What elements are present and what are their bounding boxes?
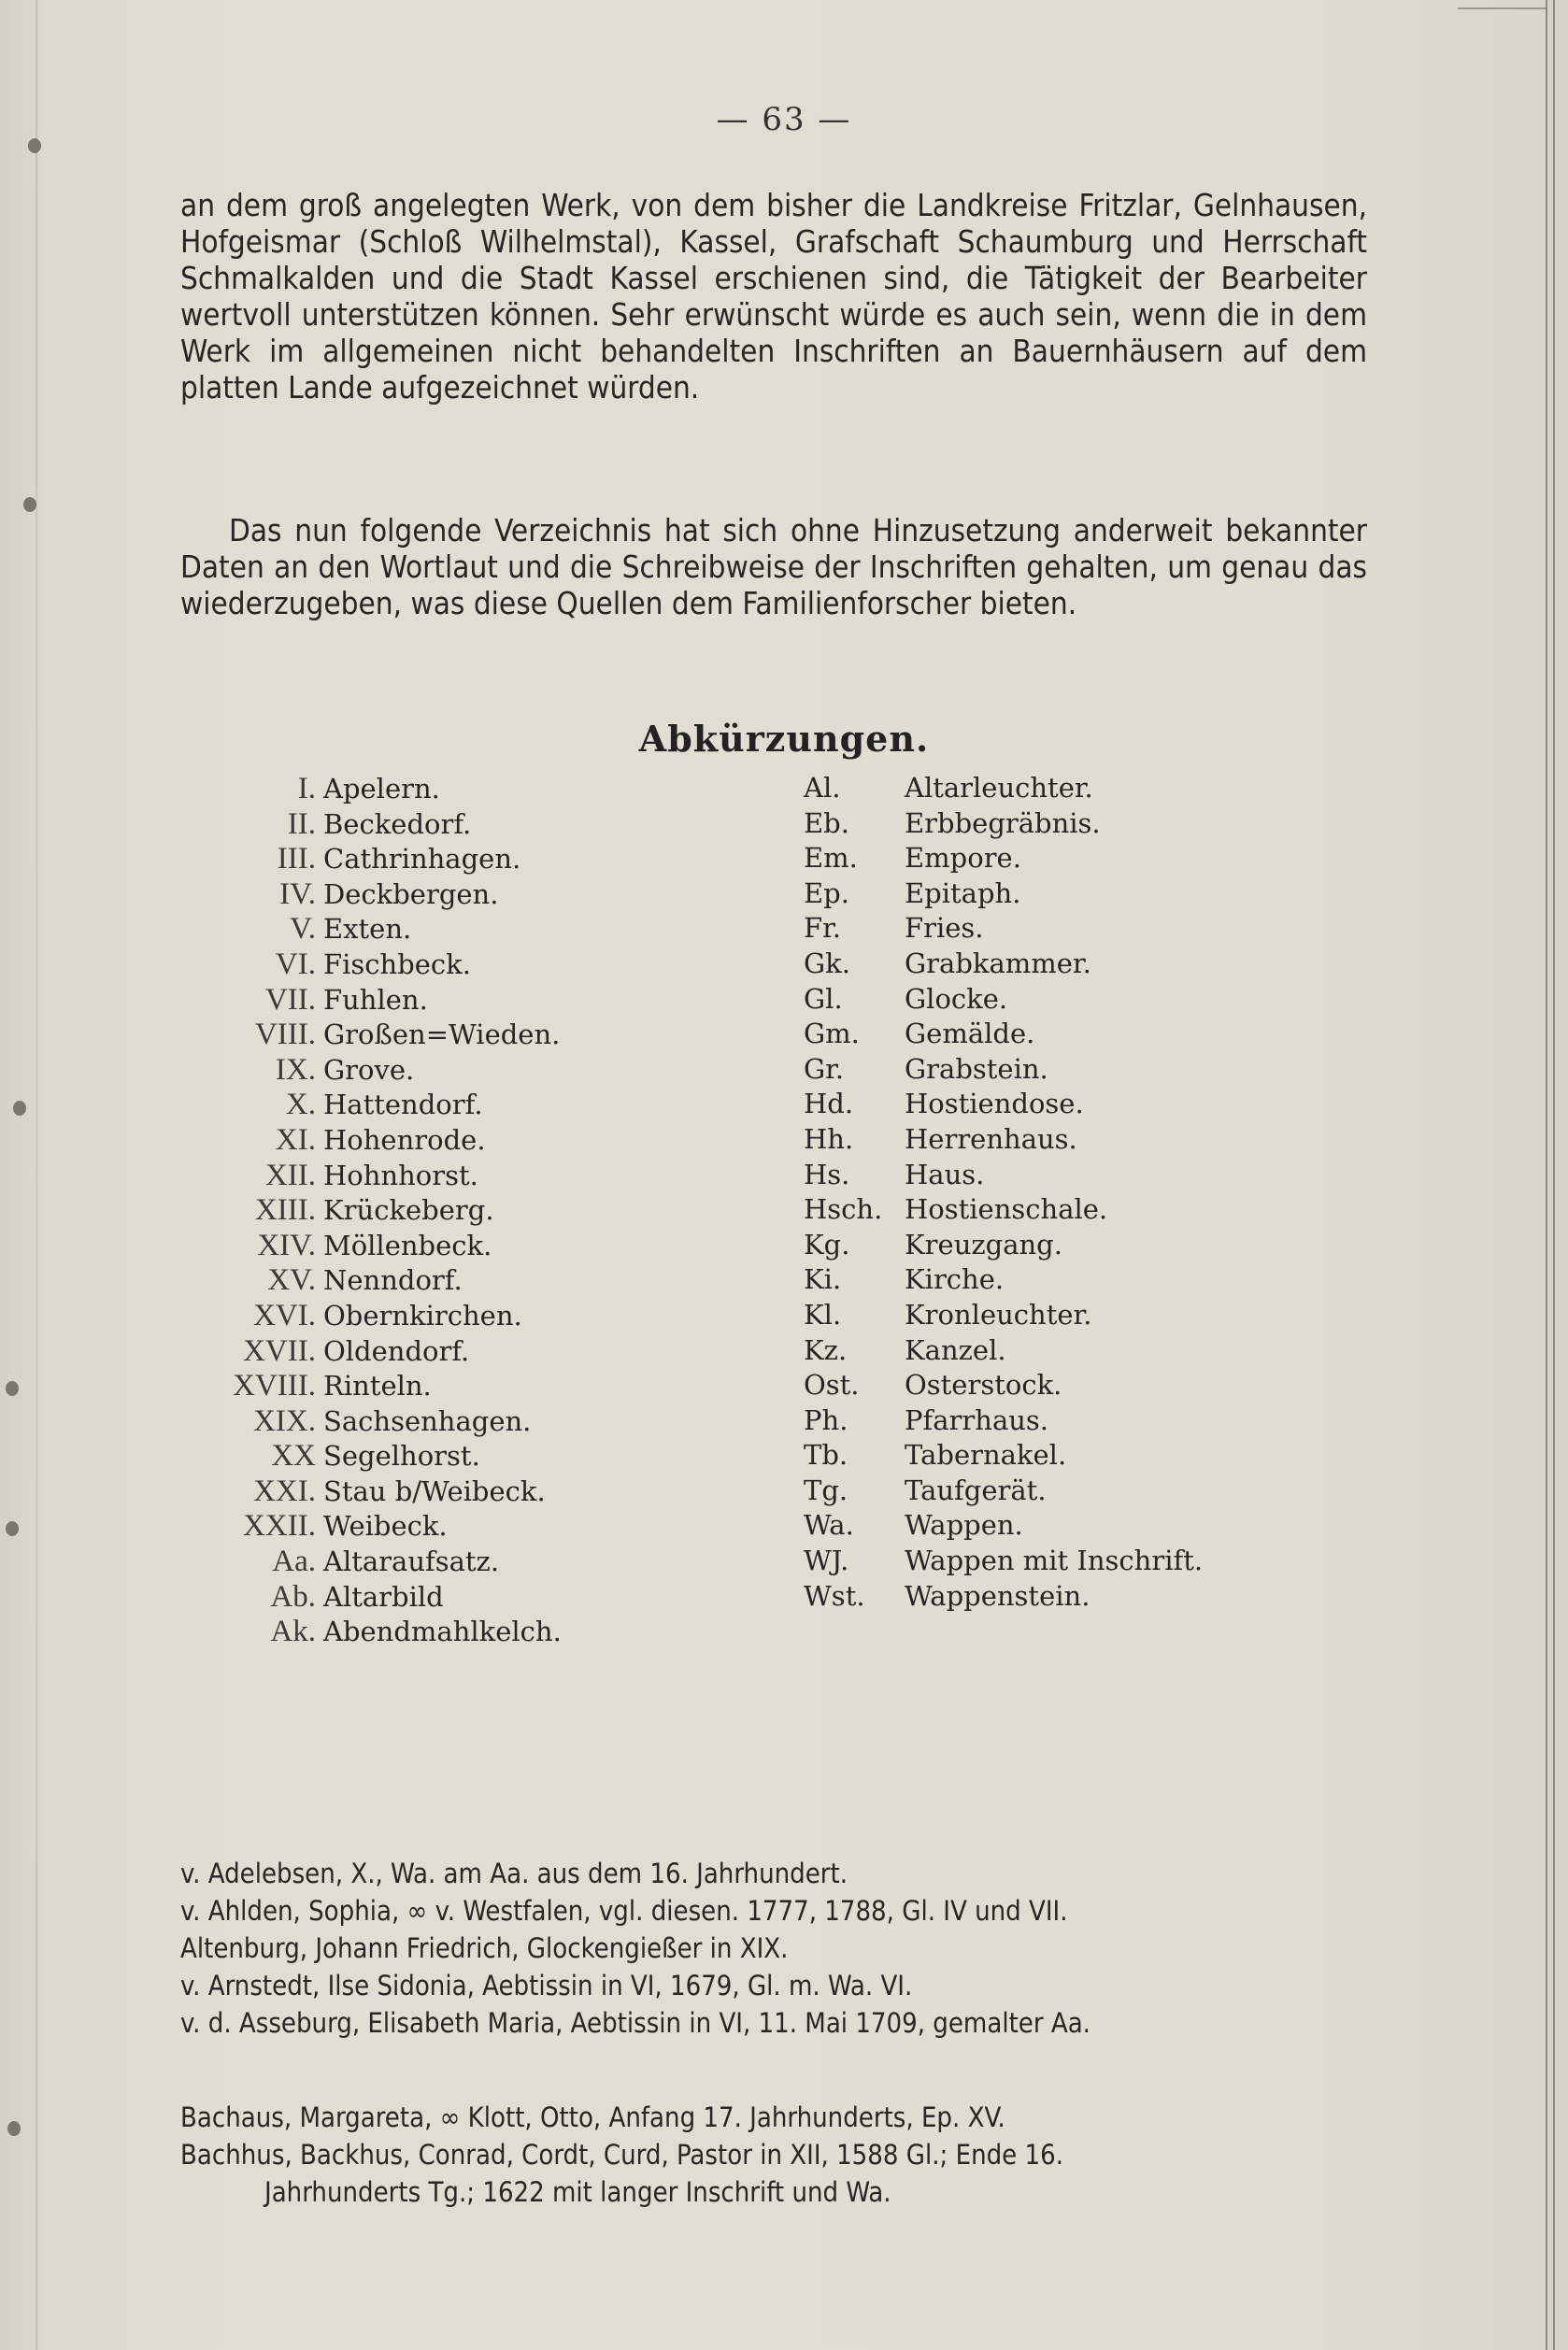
object-full: Fries. <box>905 912 984 945</box>
list-item <box>804 1369 1364 1404</box>
page-number: — 63 — <box>716 101 852 138</box>
list-item <box>178 1404 701 1440</box>
list-item <box>804 1193 1364 1229</box>
register-entries-a <box>180 1855 1376 2042</box>
object-full: Kanzel. <box>905 1333 1006 1366</box>
list-item <box>178 1615 701 1650</box>
list-item <box>178 983 701 1018</box>
binding-stitch <box>7 2121 21 2136</box>
object-full: Grabkammer. <box>905 947 1091 979</box>
list-item <box>178 1053 701 1089</box>
place-code: XXII. <box>243 1509 316 1544</box>
intro-paragraph-2 <box>180 512 1367 621</box>
list-item <box>804 1088 1364 1123</box>
object-abbr: Wst. <box>804 1579 865 1612</box>
object-full: Gemälde. <box>905 1018 1035 1050</box>
object-full: Kreuzgang. <box>905 1228 1062 1260</box>
place-name: Altaraufsatz. <box>323 1545 500 1578</box>
place-name: Cathrinhagen. <box>323 843 521 876</box>
list-item <box>178 1334 701 1370</box>
list-item <box>804 842 1364 877</box>
register-entry: Bachhus, Backhus, Conrad, Cordt, Curd, Pastor in XII, 1588 Gl.; Ende 16. <box>180 2139 1063 2171</box>
place-code: XII. <box>264 1158 316 1192</box>
object-abbr: Ep. <box>804 876 849 909</box>
object-full: Kronleuchter. <box>905 1298 1092 1331</box>
object-full: Hostienschale. <box>905 1193 1108 1226</box>
object-full: Wappen. <box>905 1509 1023 1542</box>
paragraph-text: Das nun folgende Verzeichnis hat sich ohne Hinzusetzung anderweit bekannter Daten an den Wortlaut und die Schreibweise der Inschriften gehalten, um genau das wiederzugeben, was diese Quellen dem Familienforscher bieten. <box>180 512 1367 621</box>
object-abbr: Hs. <box>804 1158 850 1190</box>
place-code: III. <box>277 842 316 876</box>
object-full: Grabstein. <box>905 1052 1048 1085</box>
object-full: Wappenstein. <box>905 1579 1090 1612</box>
list-item <box>804 1263 1364 1299</box>
list-item <box>804 912 1364 947</box>
list-item <box>804 947 1364 983</box>
object-abbr: Al. <box>804 772 841 804</box>
list-item <box>178 1299 701 1334</box>
place-name: Apelern. <box>323 773 440 805</box>
object-abbr: Wa. <box>804 1509 854 1542</box>
list-item <box>804 877 1364 913</box>
object-abbr: Ost. <box>804 1369 860 1402</box>
list-item <box>804 807 1364 843</box>
list-item <box>804 1053 1364 1089</box>
place-code: XVII. <box>243 1333 316 1368</box>
place-name: Großen=Wieden. <box>323 1018 561 1051</box>
place-name: Weibeck. <box>323 1510 448 1543</box>
register-entry: v. Arnstedt, Ilse Sidonia, Aebtissin in VI, 1679, Gl. m. Wa. VI. <box>180 1970 913 2001</box>
register-entry: v. Ahlden, Sophia, ∞ v. Westfalen, vgl. diesen. 1777, 1788, Gl. IV und VII. <box>180 1895 1068 1927</box>
place-code: I. <box>297 772 316 805</box>
abbreviations-heading: Abkürzungen. <box>638 718 930 760</box>
place-code: XVIII. <box>233 1369 316 1403</box>
place-code: Ab. <box>270 1579 316 1614</box>
list-item <box>178 1474 701 1510</box>
register-entry: Bachaus, Margareta, ∞ Klott, Otto, Anfang 17. Jahrhunderts, Ep. XV. <box>180 2101 1005 2133</box>
place-code: II. <box>287 806 316 841</box>
place-code: XXI. <box>253 1474 316 1508</box>
place-name: Deckbergen. <box>323 877 499 910</box>
object-full: Empore. <box>905 842 1021 875</box>
object-full: Glocke. <box>905 982 1008 1015</box>
place-name: Oldendorf. <box>323 1334 470 1367</box>
place-name: Krückeberg. <box>323 1194 494 1227</box>
list-item <box>178 772 701 807</box>
place-name: Exten. <box>323 913 412 946</box>
list-item <box>178 1509 701 1545</box>
place-name: Hohnhorst. <box>323 1159 478 1191</box>
place-code: XI. <box>275 1122 316 1157</box>
list-item <box>178 1545 701 1580</box>
place-code: IV. <box>279 876 316 911</box>
list-item <box>804 1545 1364 1580</box>
object-abbreviation-list <box>804 772 1364 1615</box>
object-full: Haus. <box>905 1158 985 1190</box>
place-code: IX. <box>275 1052 316 1087</box>
list-item <box>178 1123 701 1159</box>
place-name: Obernkirchen. <box>323 1299 522 1332</box>
list-item <box>178 1229 701 1264</box>
intro-paragraph-1 <box>180 187 1367 406</box>
object-abbr: Kg. <box>804 1228 850 1260</box>
place-code: XV. <box>267 1263 316 1298</box>
place-name: Möllenbeck. <box>323 1229 492 1261</box>
object-full: Wappen mit Inschrift. <box>905 1545 1204 1577</box>
list-item <box>804 1229 1364 1264</box>
list-item <box>178 947 701 983</box>
object-full: Tabernakel. <box>905 1439 1067 1472</box>
list-item <box>178 1088 701 1123</box>
object-abbr: Tb. <box>804 1439 848 1472</box>
place-name: Hohenrode. <box>323 1123 486 1156</box>
page-right-edge <box>1546 0 1568 2350</box>
place-abbreviation-list <box>178 772 701 1650</box>
list-item <box>178 1369 701 1404</box>
object-abbr: Gk. <box>804 947 850 979</box>
binding-stitch <box>13 1101 26 1116</box>
object-abbr: Hd. <box>804 1088 854 1120</box>
place-name: Segelhorst. <box>323 1440 480 1473</box>
place-code: Ak. <box>270 1615 316 1649</box>
place-code: Aa. <box>272 1545 316 1579</box>
list-item <box>804 1474 1364 1510</box>
place-name: Altarbild <box>323 1580 444 1613</box>
place-code: VI. <box>275 947 316 981</box>
list-item <box>178 842 701 877</box>
list-item <box>804 772 1364 807</box>
list-item <box>178 1263 701 1299</box>
object-full: Epitaph. <box>905 876 1021 909</box>
object-full: Herrenhaus. <box>905 1122 1077 1155</box>
place-code: XIII. <box>254 1193 316 1228</box>
list-item <box>804 1018 1364 1053</box>
place-name: Sachsenhagen. <box>323 1404 532 1437</box>
list-item <box>804 1159 1364 1194</box>
place-code: XIX. <box>253 1403 316 1438</box>
list-item <box>178 1439 701 1474</box>
place-name: Abendmahlkelch. <box>323 1616 562 1648</box>
list-item <box>178 1580 701 1616</box>
place-code: X. <box>285 1088 316 1122</box>
object-full: Hostiendose. <box>905 1088 1084 1120</box>
register-entries-b <box>180 2099 1376 2211</box>
place-name: Stau b/Weibeck. <box>323 1474 546 1507</box>
place-name: Grove. <box>323 1053 415 1086</box>
object-abbr: Gl. <box>804 982 843 1015</box>
object-abbr: Eb. <box>804 806 849 839</box>
list-item <box>804 1334 1364 1370</box>
object-full: Pfarrhaus. <box>905 1403 1049 1436</box>
list-item <box>804 1299 1364 1334</box>
list-item <box>804 1509 1364 1545</box>
place-code: VIII. <box>254 1018 316 1052</box>
object-abbr: Hsch. <box>804 1193 883 1226</box>
object-abbr: Ph. <box>804 1403 848 1436</box>
object-full: Osterstock. <box>905 1369 1062 1402</box>
place-name: Rinteln. <box>323 1370 432 1403</box>
object-abbr: Kl. <box>804 1298 842 1331</box>
list-item <box>178 807 701 843</box>
object-abbr: WJ. <box>804 1545 849 1577</box>
object-abbr: Gm. <box>804 1018 860 1050</box>
object-abbr: Em. <box>804 842 858 875</box>
object-abbr: Kz. <box>804 1333 848 1366</box>
list-item <box>178 877 701 913</box>
register-entry: v. Adelebsen, X., Wa. am Aa. aus dem 16. Jahrhundert. <box>180 1858 848 1889</box>
paragraph-text: an dem groß angelegten Werk, von dem bisher die Landkreise Fritzlar, Gelnhausen, Hofgeismar (Schloß Wilhelmstal), Kassel, Grafschaft Schaumburg und Herrschaft Schmalkalden und die Stadt Kassel erschienen sind, die Tätigkeit der Bearbeiter wertvoll unterstützen können. Sehr erwünscht würde es auch sein, wenn die in dem Werk im allgemeinen nicht behandelten Inschriften an Bauernhäusern auf dem platten Lande aufgezeichnet würden. <box>180 187 1367 406</box>
list-item <box>804 1123 1364 1159</box>
object-full: Kirche. <box>905 1263 1005 1296</box>
binding-stitch <box>6 1381 19 1396</box>
list-item <box>178 1193 701 1229</box>
list-item <box>178 912 701 947</box>
place-name: Hattendorf. <box>323 1089 483 1121</box>
place-name: Beckedorf. <box>323 807 472 840</box>
place-name: Fuhlen. <box>323 983 428 1016</box>
binding-stitch <box>6 1521 19 1536</box>
binding-stitch <box>28 138 41 153</box>
list-item <box>804 1439 1364 1474</box>
object-abbr: Hh. <box>804 1122 854 1155</box>
register-entry: v. d. Asseburg, Elisabeth Maria, Aebtissin in VI, 11. Mai 1709, gemalter Aa. <box>180 2007 1090 2039</box>
place-code: XX <box>271 1439 316 1474</box>
place-name: Nenndorf. <box>323 1264 463 1297</box>
binding-stitch <box>23 497 36 512</box>
page-top-edge <box>1458 7 1551 9</box>
list-item <box>804 1580 1364 1616</box>
object-full: Altarleuchter. <box>905 772 1093 804</box>
object-abbr: Tg. <box>804 1474 848 1506</box>
object-full: Erbbegräbnis. <box>905 806 1101 839</box>
object-abbr: Gr. <box>804 1052 845 1085</box>
object-full: Taufgerät. <box>905 1474 1047 1506</box>
register-entry: Altenburg, Johann Friedrich, Glockengießer in XIX. <box>180 1932 789 1964</box>
place-code: XIV. <box>257 1228 316 1262</box>
list-item <box>804 983 1364 1018</box>
place-code: V. <box>290 912 316 947</box>
list-item <box>178 1159 701 1194</box>
register-entry-continuation: Jahrhunderts Tg.; 1622 mit langer Inschrift und Wa. <box>264 2176 891 2208</box>
place-code: XVI. <box>253 1298 316 1332</box>
object-abbr: Ki. <box>804 1263 842 1296</box>
place-code: VII. <box>264 982 316 1017</box>
object-abbr: Fr. <box>804 912 842 945</box>
binding-gutter <box>36 0 37 2350</box>
list-item <box>804 1404 1364 1440</box>
list-item <box>178 1018 701 1053</box>
place-name: Fischbeck. <box>323 947 471 980</box>
